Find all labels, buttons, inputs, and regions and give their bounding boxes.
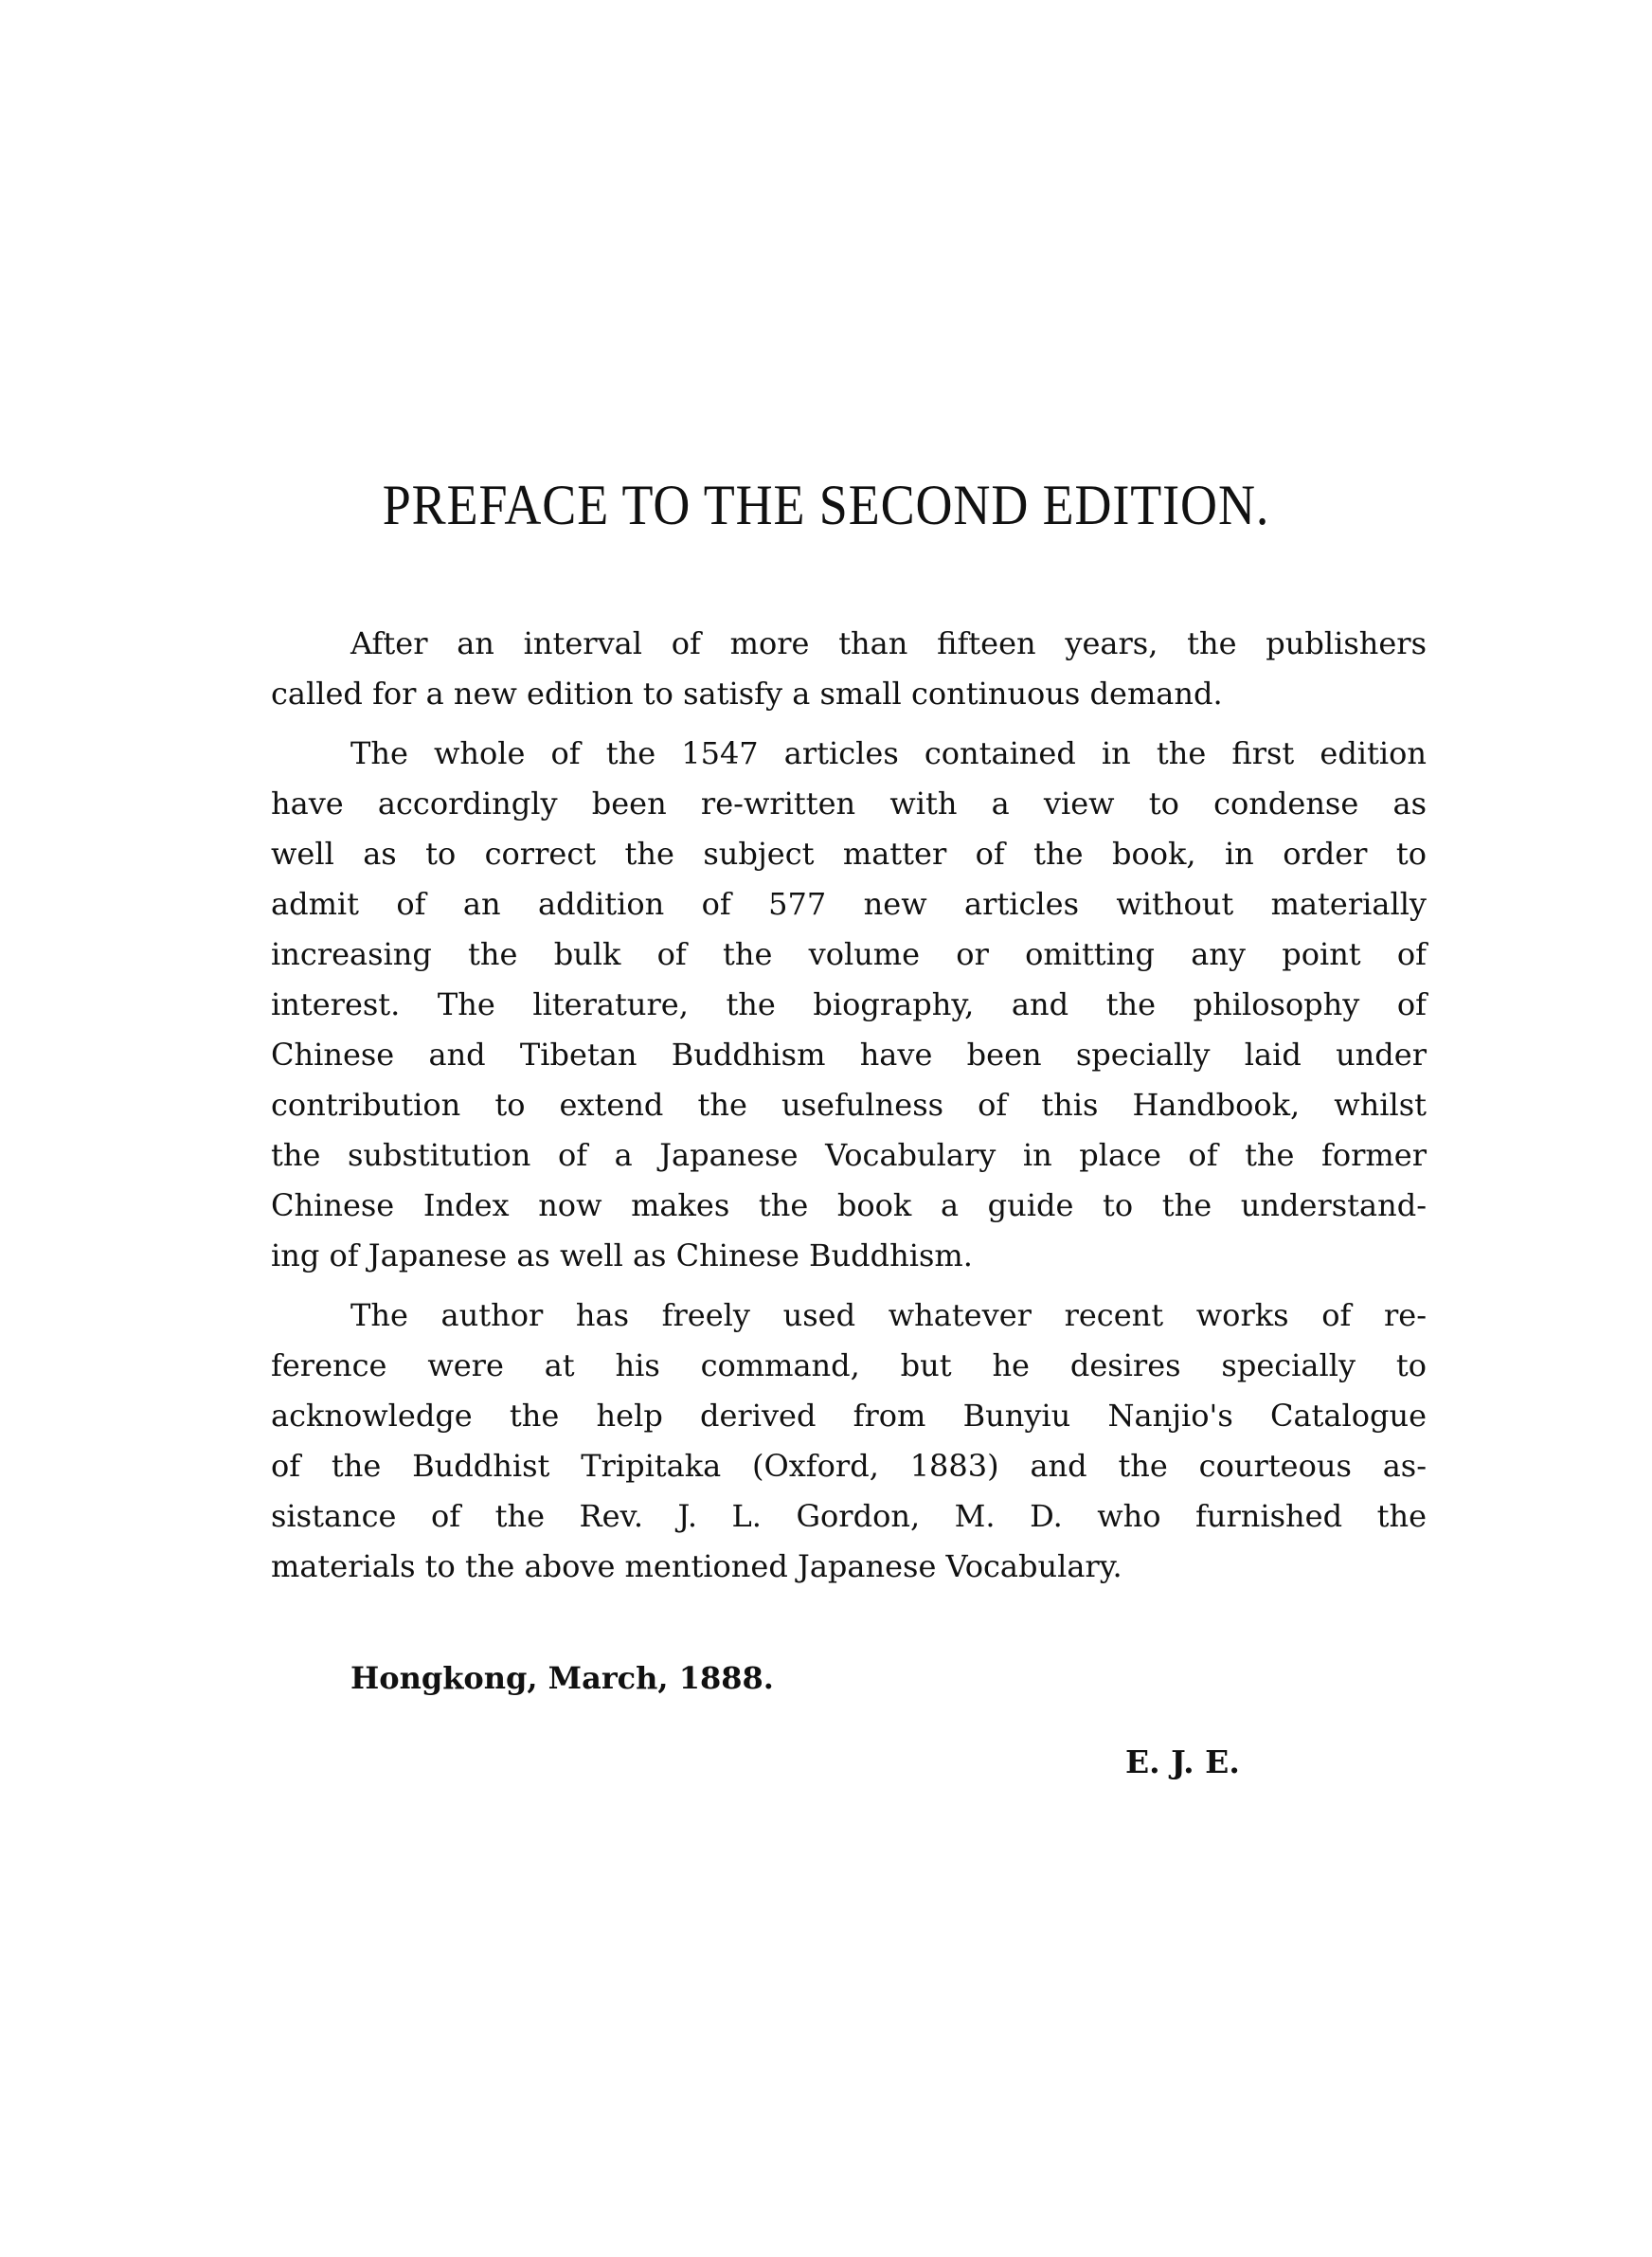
paragraph-3-line: acknowledge the help derived from Bunyiu Nanjio's Catalogue xyxy=(271,1398,1427,1434)
paragraph-2-line: The whole of the 1547 articles contained in the first edition xyxy=(350,735,1427,771)
paragraph-3-line: The author has freely used whatever recent works of re- xyxy=(350,1297,1427,1333)
paragraph-2-line: well as to correct the subject matter of the book, in order to xyxy=(271,836,1427,872)
preface-title: PREFACE TO THE SECOND EDITION. xyxy=(382,474,1270,536)
paragraph-2-line: contribution to extend the usefulness of this Handbook, whilst xyxy=(271,1087,1427,1123)
paragraph-3-line: materials to the above mentioned Japanese Vocabulary. xyxy=(271,1548,1122,1584)
paragraph-2-line: the substitution of a Japanese Vocabulary in place of the former xyxy=(271,1137,1427,1173)
paragraph-2-line: interest. The literature, the biography, and the philosophy of xyxy=(271,986,1427,1022)
paragraph-3-line: sistance of the Rev. J. L. Gordon, M. D. who furnished the xyxy=(271,1498,1427,1534)
paragraph-1-line: After an interval of more than fifteen years, the publishers xyxy=(350,625,1427,661)
author-initials: E. J. E. xyxy=(1125,1743,1240,1780)
paragraph-2-line: ing of Japanese as well as Chinese Buddhism. xyxy=(271,1237,973,1273)
paragraph-2-line: Chinese and Tibetan Buddhism have been specially laid under xyxy=(271,1037,1427,1073)
dateline: Hongkong, March, 1888. xyxy=(350,1660,774,1696)
paragraph-3-line: of the Buddhist Tripitaka (Oxford, 1883) and the courteous as- xyxy=(271,1448,1427,1484)
paragraph-1-line: called for a new edition to satisfy a small continuous demand. xyxy=(271,676,1223,712)
paragraph-3-line: ference were at his command, but he desires specially to xyxy=(271,1347,1427,1383)
preface-body xyxy=(271,619,1427,1592)
paragraph-2-line: Chinese Index now makes the book a guide to the understand- xyxy=(271,1187,1427,1223)
paragraph-2-line: admit of an addition of 577 new articles without materially xyxy=(271,886,1427,922)
paragraph-2-line: have accordingly been re-written with a view to condense as xyxy=(271,785,1427,822)
paragraph-2-line: increasing the bulk of the volume or omitting any point of xyxy=(271,936,1427,972)
